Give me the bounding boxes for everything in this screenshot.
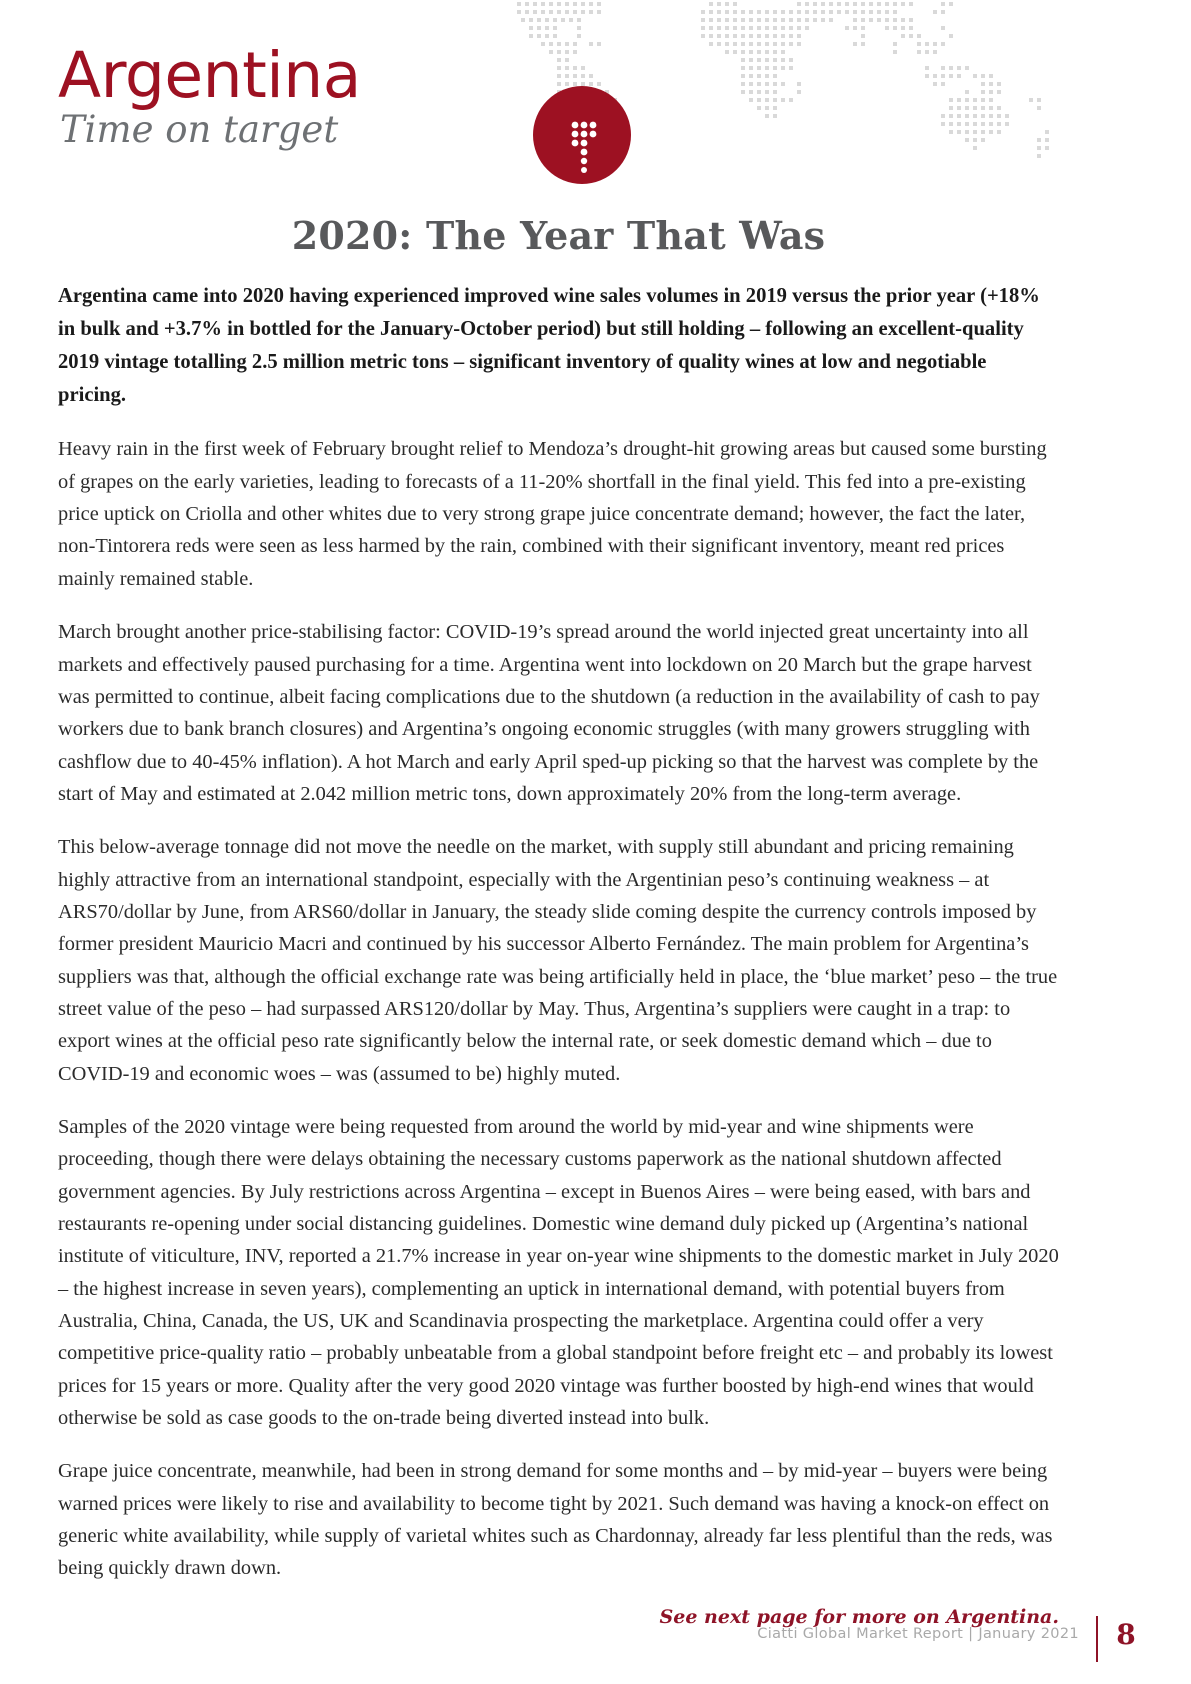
country-tagline: Time on target (60, 108, 339, 152)
continued-note: See next page for more on Argentina. (659, 1605, 1059, 1628)
footer-credit: Ciatti Global Market Report | January 2021 (757, 1626, 1079, 1642)
body-paragraph: Samples of the 2020 vintage were being requested from around the world by mid-year and wine shipments were proceeding, though there were delays obtaining the necessary customs paperwork as the national shutdown affected government agencies. By July restrictions across Argentina – except in Buenos Aires – were being eased, with bars and restaurants re-opening under social distancing guidelines. Domestic wine demand duly picked up (Argentina’s national institute of viticulture, INV, reported a 21.7% increase in year on-year wine shipments to the domestic market in July 2020 – the highest increase in seven years), complementing an uptick in international demand, with potential buyers from Australia, China, Canada, the US, UK and Scandinavia prospecting the marketplace. Argentina could offer a very competitive price-quality ratio – probably unbeatable from a global standpoint before freight etc – and probably its lowest prices for 15 years or more. Quality after the very good 2020 vintage was further boosted by high-end wines that would otherwise be sold as case goods to the on-trade being diverted instead into bulk. (58, 1115, 1059, 1430)
location-pin-icon (533, 86, 631, 184)
page-footer (0, 1616, 1191, 1662)
page-number: 8 (1116, 1618, 1136, 1651)
body-paragraph: Grape juice concentrate, meanwhile, had been in strong demand for some months and – by mid-year – buyers were being warned prices were likely to rise and availability to become tight by 2021. Such demand was having a knock-on effect on generic white availability, while supply of varietal whites such as Chardonnay, already far less plentiful than the reds, was being quickly drawn down. (58, 1460, 1053, 1580)
country-title: Argentina (58, 39, 361, 112)
body-paragraph: This below-average tonnage did not move the needle on the market, with supply still abundant and pricing remaining highly attractive from an international standpoint, especially with the Argentinian peso’s continuing weakness – at ARS70/dollar by June, from ARS60/dollar in January, the steady slide coming despite the currency controls imposed by former president Mauricio Macri and continued by his successor Alberto Fernández. The main problem for Argentina’s suppliers was that, although the official exchange rate was being artificially held in place, the ‘blue market’ peso – the true street value of the peso – had surpassed ARS120/dollar by May. Thus, Argentina’s suppliers were caught in a trap: to export wines at the official peso rate significantly below the internal rate, or seek domestic demand which – due to COVID-19 and economic woes – was (assumed to be) highly muted. (58, 836, 1058, 1085)
footer-divider (1096, 1616, 1098, 1662)
article-body (58, 214, 1059, 1628)
body-paragraph: March brought another price-stabilising factor: COVID-19’s spread around the world injected great uncertainty into all markets and effectively paused purchasing for a time. Argentina went into lockdown on 20 March but the grape harvest was permitted to continue, albeit facing complications due to the shutdown (a reduction in the availability of cash to pay workers due to bank branch closures) and Argentina’s ongoing economic struggles (with many growers struggling with cashflow due to 40-45% inflation). A hot March and early April sped-up picking so that the harvest was complete by the start of May and estimated at 2.042 million metric tons, down approximately 20% from the long-term average. (58, 621, 1040, 805)
lede-paragraph: Argentina came into 2020 having experienced improved wine sales volumes in 2019 versus the prior year (+18% in bulk and +3.7% in bottled for the January-October period) but still holding – following an excellent-quality 2019 vintage totalling 2.5 million metric tons – significant inventory of quality wines at low and negotiable pricing. (58, 284, 1040, 406)
region-highlight-badge (533, 86, 631, 184)
body-paragraph: Heavy rain in the first week of February brought relief to Mendoza’s drought-hit growing areas but caused some bursting of grapes on the early varieties, leading to forecasts of a 11-20% shortfall in the final yield. This fed into a pre-existing price uptick on Criolla and other whites due to very strong grape juice concentrate demand; however, the fact the later, non-Tintorera reds were seen as less harmed by the rain, combined with their significant inventory, meant red prices mainly remained stable. (58, 438, 1047, 590)
masthead (58, 39, 488, 152)
page-title: 2020: The Year That Was (291, 213, 826, 258)
